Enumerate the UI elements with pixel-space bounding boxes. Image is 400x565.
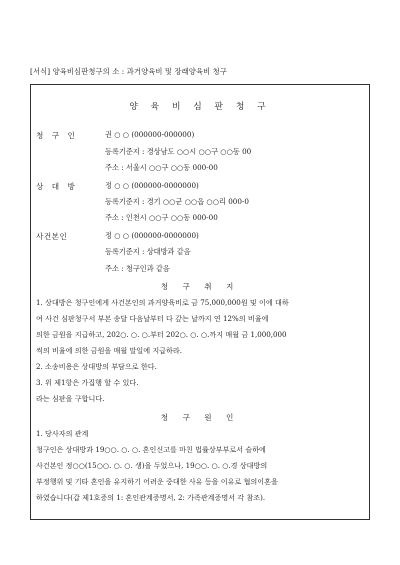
cause-line: 1. 당사자의 관계 [36,429,89,438]
purpose-heading: 청 구 취 지 [160,282,240,291]
principal-domicile: 등록기준지 : 상대방과 같음 [105,247,191,256]
claimant-domicile: 등록기준지 : 경상남도 ○○시 ○○구 ○○동 00 [105,147,252,156]
principal-name: 정 ○ ○ (000000-0000000) [105,231,199,240]
purpose-line: 의한 금원을 지급하고, 202○. ○. ○.부터 202○. ○. ○.까지 매월 금 1,000,000 [36,330,287,339]
cause-line: 하였습니다(갑 제1호증의 1: 혼인관계증명서, 2: 가족관계증명서 각 참조). [36,493,266,502]
cause-line: 사건본인 정○○(15○○. ○. ○. 생)을 두었으나, 19○○. ○. ○.경 상대방의 [36,461,268,470]
document-title: 양 육 비 심 판 청 구 [129,102,271,112]
purpose-line: 여 사건 심판청구서 부본 송달 다음날부터 다 갚는 날까지 연 12%의 비율에 [36,314,269,323]
principal-address: 주소 : 청구인과 같음 [105,264,170,273]
purpose-line: 2. 소송비용은 상대방의 부담으로 한다. [36,362,157,371]
principal-label: 사건본인 [36,232,68,241]
purpose-line: 라는 심판을 구합니다. [36,394,105,403]
purpose-line: 씩의 비율에 의한 금원을 매월 말일에 지급하라. [36,346,182,355]
cause-line: 청구인은 상대방과 19○○. ○. ○. 혼인신고를 마친 법률상부부로서 슬하에 [36,445,266,454]
respondent-name: 정 ○ ○ (000000-0000000) [105,181,199,190]
purpose-line: 1. 상대방은 청구인에게 사건본인의 과거양육비로 금 75,000,000원 및 이에 대하 [36,298,289,307]
respondent-domicile: 등록기준지 : 경기 ○○군 ○○읍 ○○리 000-0 [105,197,249,206]
respondent-address: 주소 : 인천시 ○○구 ○○동 000-00 [105,213,218,222]
claimant-address: 주소 : 서울시 ○○구 ○○동 000-00 [105,163,218,172]
respondent-label: 상 대 방 [36,182,78,191]
cause-heading: 청 구 원 인 [160,413,240,422]
cause-line: 부정행위 및 기타 혼인을 유지하기 어려운 중대한 사유 등을 이유로 협의이혼을 [36,477,278,486]
form-caption: [서식] 양육비심판청구의 소 : 과거양육비 및 장래양육비 청구 [30,67,227,76]
claimant-label: 청 구 인 [36,131,78,140]
claimant-name: 권 ○ ○ (000000-000000) [105,130,195,139]
purpose-line: 3. 위 제1항은 가집행 할 수 있다. [36,378,139,387]
